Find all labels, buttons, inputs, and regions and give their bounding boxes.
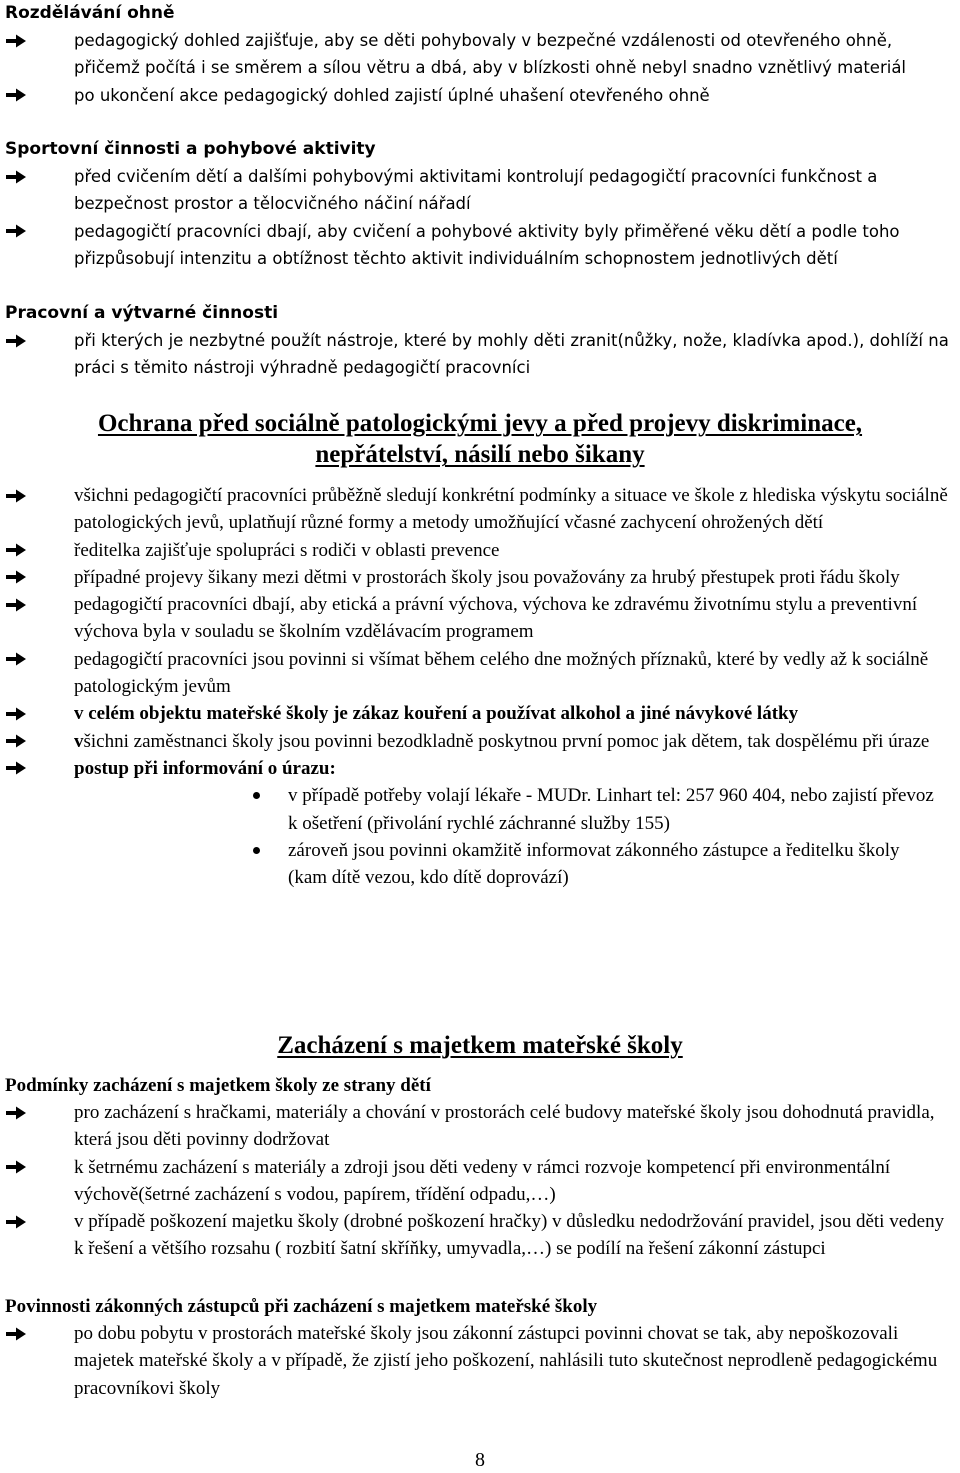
arrow-right-icon bbox=[5, 755, 27, 782]
arrow-right-icon bbox=[5, 218, 27, 245]
list-item-smoking: v celém objektu mateřské školy je zákaz kouření a používat alkohol a jiné návykové látky bbox=[5, 700, 955, 727]
section-work bbox=[5, 300, 955, 382]
section-children-property bbox=[5, 1072, 955, 1263]
section-fire bbox=[5, 0, 955, 109]
arrow-right-icon bbox=[5, 700, 27, 727]
dot-icon bbox=[253, 792, 260, 799]
list-item: zároveň jsou povinni okamžitě informovat zákonného zástupce a ředitelku školy (kam dítě vezou, kdo dítě doprovází) bbox=[253, 837, 943, 892]
list-item: všichni pedagogičtí pracovníci průběžně sledují konkrétní podmínky a situace ve škole z hlediska výskytu sociálně patologických jevů, uplatňují různé formy a metody umožňující včasné zachycení ohrožených dětí bbox=[5, 482, 955, 537]
arrow-right-icon bbox=[5, 646, 27, 673]
list-item: pedagogický dohled zajišťuje, aby se děti pohybovaly v bezpečné vzdálenosti od otevřeného ohně, přičemž počítá i se směrem a sílou větru a dbá, aby v blízkosti ohně nebyl snadno vznětlivý materiál bbox=[5, 27, 955, 82]
arrow-right-icon bbox=[5, 564, 27, 591]
list-item: k šetrnému zacházení s materiály a zdroji jsou děti vedeny v rámci rozvoje kompetencí při environmentální výchově(šetrné zacházení s vodou, papírem, třídění odpadu,…) bbox=[5, 1154, 955, 1209]
list-item: při kterých je nezbytné použít nástroje, které by mohly děti zranit(nůžky, nože, kladívka apod.), dohlíží na práci s těmito nástroji výhradně pedagogičtí pracovníci bbox=[5, 327, 955, 382]
injury-procedure-bullets bbox=[253, 782, 943, 891]
list-item-injury-procedure: postup při informování o úrazu: bbox=[5, 755, 955, 782]
section-heading-fire: Rozdělávání ohně bbox=[5, 3, 175, 23]
arrow-right-icon bbox=[5, 27, 27, 54]
arrow-right-icon bbox=[5, 1099, 27, 1126]
list-item: po dobu pobytu v prostorách mateřské školy jsou zákonní zástupci povinni chovat se tak, aby nepoškozovali majetek mateřské školy a v případě, že zjistí jeho poškození, nahlásili tuto skutečnost neprodleně pedagogickému pracovníkovi školy bbox=[5, 1320, 955, 1402]
title-protection-line1: Ochrana před sociálně patologickými jevy a před projevy diskriminace, bbox=[97, 410, 863, 437]
sport-list bbox=[5, 163, 955, 272]
work-list bbox=[5, 327, 955, 382]
list-item-first-aid: všichni zaměstnanci školy jsou povinni bezodkladně poskytnou první pomoc jak dětem, tak dospělému při úraze bbox=[5, 728, 955, 755]
section-heading-children-property: Podmínky zacházení s majetkem školy ze strany dětí bbox=[5, 1075, 431, 1096]
arrow-right-icon bbox=[5, 82, 27, 109]
arrow-right-icon bbox=[5, 163, 27, 190]
list-item: případné projevy šikany mezi dětmi v prostorách školy jsou považovány za hrubý přestupek proti řádu školy bbox=[5, 564, 955, 591]
title-protection-line2: nepřátelství, násilí nebo šikany bbox=[315, 441, 645, 468]
list-item: před cvičením dětí a dalšími pohybovými aktivitami kontrolují pedagogičtí pracovníci funkčnost a bezpečnost prostor a tělocvičného náčiní nářadí bbox=[5, 163, 955, 218]
title-property: Zacházení s majetkem mateřské školy bbox=[277, 1032, 683, 1059]
guardians-property-list bbox=[5, 1320, 955, 1402]
list-item: ředitelka zajišťuje spolupráci s rodiči v oblasti prevence bbox=[5, 537, 955, 564]
arrow-right-icon bbox=[5, 1320, 27, 1347]
page-number: 8 bbox=[475, 1449, 485, 1471]
children-property-list bbox=[5, 1099, 955, 1263]
section-guardians-property bbox=[5, 1293, 955, 1402]
list-item: v případě poškození majetku školy (drobné poškození hračky) v důsledku nedodržování pravidel, jsou děti vedeny k řešení a většího rozsahu ( rozbití šatní skříňky, umyvadla,…) se podílí na řešení zákonní zástupci bbox=[5, 1208, 955, 1263]
section-heading-guardians-property: Povinnosti zákonných zástupců při zacházení s majetkem mateřské školy bbox=[5, 1296, 598, 1317]
arrow-right-icon bbox=[5, 1208, 27, 1235]
arrow-right-icon bbox=[5, 1154, 27, 1181]
arrow-right-icon bbox=[5, 537, 27, 564]
list-item: v případě potřeby volají lékaře - MUDr. Linhart tel: 257 960 404, nebo zajistí převoz k ošetření (přivolání rychlé záchranné služby 155) bbox=[253, 782, 943, 837]
list-item: pedagogičtí pracovníci dbají, aby cvičení a pohybové aktivity byly přiměřené věku dětí a podle toho přizpůsobují intenzitu a obtížnost těchto aktivit individuálním schopnostem jednotlivých dětí bbox=[5, 218, 955, 273]
arrow-right-icon bbox=[5, 327, 27, 354]
list-item: pedagogičtí pracovníci dbají, aby etická a právní výchova, výchova ke zdravému životnímu stylu a preventivní výchova byla v souladu se školním vzdělávacím programem bbox=[5, 591, 955, 646]
section-heading-sport: Sportovní činnosti a pohybové aktivity bbox=[5, 139, 376, 159]
section-protection bbox=[5, 482, 955, 891]
list-item: po ukončení akce pedagogický dohled zajistí úplné uhašení otevřeného ohně bbox=[5, 82, 955, 109]
protection-list bbox=[5, 482, 955, 782]
list-item: pro zacházení s hračkami, materiály a chování v prostorách celé budovy mateřské školy jsou dohodnutá pravidla, která jsou děti povinny dodržovat bbox=[5, 1099, 955, 1154]
list-item: pedagogičtí pracovníci jsou povinni si všímat během celého dne možných příznaků, které by vedly až k sociálně patologickým jevům bbox=[5, 646, 955, 701]
arrow-right-icon bbox=[5, 728, 27, 755]
fire-list bbox=[5, 27, 955, 109]
arrow-right-icon bbox=[5, 482, 27, 509]
section-heading-work: Pracovní a výtvarné činnosti bbox=[5, 303, 279, 323]
section-sport bbox=[5, 136, 955, 272]
arrow-right-icon bbox=[5, 591, 27, 618]
dot-icon bbox=[253, 847, 260, 854]
